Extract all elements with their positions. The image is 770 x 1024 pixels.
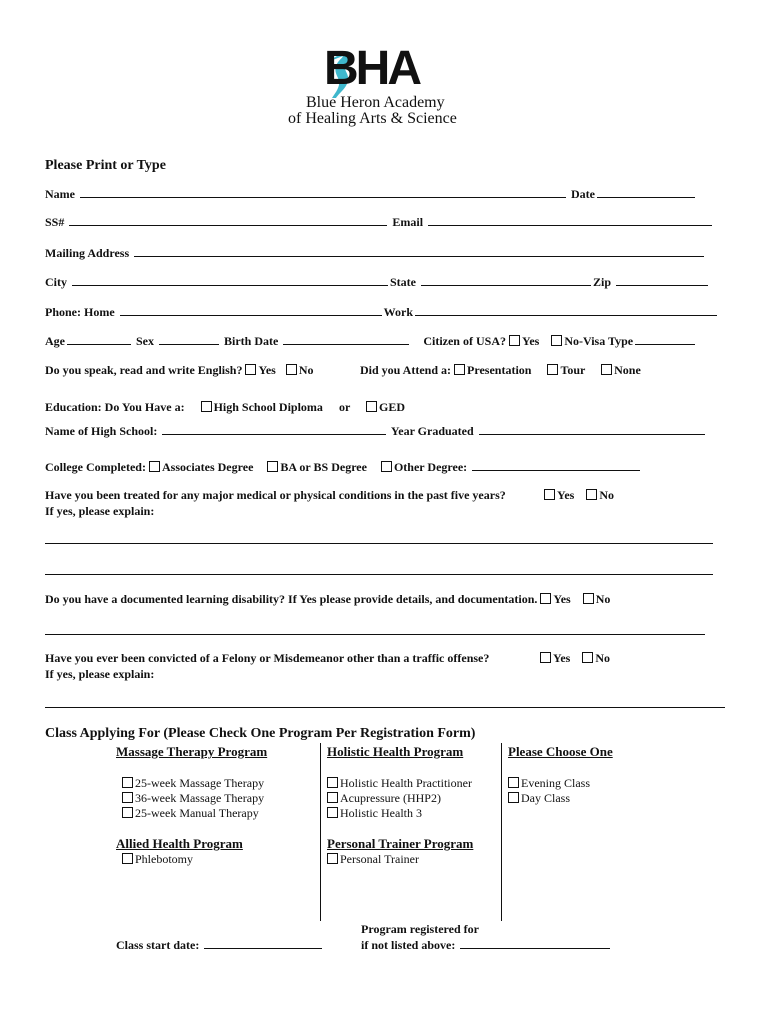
column-divider-2 <box>501 743 502 921</box>
logo-line2: of Healing Arts & Science <box>288 110 457 127</box>
associates-checkbox[interactable] <box>149 461 160 472</box>
name-field[interactable] <box>80 186 566 198</box>
zip-field[interactable] <box>616 274 708 286</box>
medical-no-checkbox[interactable] <box>586 489 597 500</box>
felony-explain-label: If yes, please explain: <box>45 667 155 681</box>
mailing-field[interactable] <box>134 245 704 257</box>
sex-field[interactable] <box>159 333 219 345</box>
none-checkbox[interactable] <box>601 364 612 375</box>
phlebotomy-checkbox[interactable] <box>122 853 133 864</box>
schedule-option[interactable]: Evening Class <box>508 776 590 791</box>
felony-no-checkbox[interactable] <box>582 652 593 663</box>
allied-program-list <box>122 852 193 867</box>
ba-bs-checkbox[interactable] <box>267 461 278 472</box>
personal-row: Age Sex Birth Date Citizen of USA? Yes No-Visa Type <box>45 333 697 349</box>
citizen-yes-checkbox[interactable] <box>509 335 520 346</box>
print-label: Please Print or Type <box>45 158 166 173</box>
visa-type-field[interactable] <box>635 333 695 345</box>
age-field[interactable] <box>67 333 131 345</box>
allied-option[interactable]: Phlebotomy <box>122 852 193 867</box>
logo-line1: Blue Heron Academy <box>306 94 445 111</box>
hhp-checkbox[interactable] <box>327 777 338 788</box>
english-no-checkbox[interactable] <box>286 364 297 375</box>
trainer-program-title: Personal Trainer Program <box>327 836 474 851</box>
tour-checkbox[interactable] <box>547 364 558 375</box>
disability-yes-checkbox[interactable] <box>540 593 551 604</box>
logo-letters: BHA <box>324 42 419 95</box>
massage-option[interactable]: 36-week Massage Therapy <box>122 791 264 806</box>
education-row: Education: Do You Have a: High School Diploma or GED <box>45 400 406 414</box>
year-graduated-field[interactable] <box>479 423 705 435</box>
city-field[interactable] <box>72 274 388 286</box>
presentation-checkbox[interactable] <box>454 364 465 375</box>
manual-therapy-checkbox[interactable] <box>122 807 133 818</box>
ssn-row: SS# Email <box>45 214 714 230</box>
english-yes-checkbox[interactable] <box>245 364 256 375</box>
ged-checkbox[interactable] <box>366 401 377 412</box>
massage-25-checkbox[interactable] <box>122 777 133 788</box>
schedule-option[interactable]: Day Class <box>508 791 590 806</box>
phone-home-field[interactable] <box>120 304 382 316</box>
high-school-field[interactable] <box>162 423 386 435</box>
acupressure-checkbox[interactable] <box>327 792 338 803</box>
felony-question: Have you ever been convicted of a Felony or Misdemeanor other than a traffic offense? <box>45 651 490 665</box>
medical-yes-checkbox[interactable] <box>544 489 555 500</box>
ssn-field[interactable] <box>69 214 387 226</box>
other-degree-checkbox[interactable] <box>381 461 392 472</box>
massage-36-checkbox[interactable] <box>122 792 133 803</box>
disability-line[interactable] <box>45 634 705 635</box>
massage-option[interactable]: 25-week Massage Therapy <box>122 776 264 791</box>
classes-heading: Class Applying For (Please Check One Program Per Registration Form) <box>45 726 476 741</box>
medical-explain-label: If yes, please explain: <box>45 504 155 518</box>
felony-explain-line[interactable] <box>45 707 725 708</box>
high-school-row: Name of High School: Year Graduated <box>45 423 707 439</box>
hs-diploma-checkbox[interactable] <box>201 401 212 412</box>
massage-option[interactable]: 25-week Manual Therapy <box>122 806 264 821</box>
holistic-program-list <box>327 776 472 821</box>
felony-options: Yes No <box>540 651 610 666</box>
schedule-list <box>508 776 590 806</box>
date-field[interactable] <box>597 186 695 198</box>
holistic-option[interactable]: Holistic Health 3 <box>327 806 472 821</box>
felony-yes-checkbox[interactable] <box>540 652 551 663</box>
attend-row: Did you Attend a: Presentation Tour None <box>360 363 641 377</box>
start-date-field[interactable] <box>204 937 322 949</box>
birth-date-field[interactable] <box>283 333 409 345</box>
holistic-3-checkbox[interactable] <box>327 807 338 818</box>
evening-class-checkbox[interactable] <box>508 777 519 788</box>
trainer-program-list <box>327 852 419 867</box>
other-degree-field[interactable] <box>472 459 640 471</box>
email-field[interactable] <box>428 214 712 226</box>
logo <box>288 44 468 134</box>
name-row: Name Date <box>45 186 697 202</box>
personal-trainer-checkbox[interactable] <box>327 853 338 864</box>
holistic-option[interactable]: Holistic Health Practitioner <box>327 776 472 791</box>
city-row: City State Zip <box>45 274 710 290</box>
medical-question: Have you been treated for any major medical or physical conditions in the past five years? <box>45 488 506 502</box>
medical-options: Yes No <box>544 488 614 503</box>
registered-label-1: Program registered for <box>361 922 479 936</box>
day-class-checkbox[interactable] <box>508 792 519 803</box>
massage-program-title: Massage Therapy Program <box>116 744 268 759</box>
medical-explain-line-1[interactable] <box>45 543 713 544</box>
disability-no-checkbox[interactable] <box>583 593 594 604</box>
registered-row: if not listed above: <box>361 937 612 953</box>
allied-program-title: Allied Health Program <box>116 836 243 851</box>
choose-one-title: Please Choose One <box>508 744 613 759</box>
english-row: Do you speak, read and write English? Yes No <box>45 363 314 377</box>
disability-question: Do you have a documented learning disability? If Yes please provide details, and documentation. Yes No <box>45 592 611 606</box>
college-row: College Completed: Associates Degree BA or BS Degree Other Degree: <box>45 459 642 475</box>
trainer-option[interactable]: Personal Trainer <box>327 852 419 867</box>
massage-program-list <box>122 776 264 821</box>
medical-explain-line-2[interactable] <box>45 574 713 575</box>
state-field[interactable] <box>421 274 591 286</box>
holistic-program-title: Holistic Health Program <box>327 744 464 759</box>
mailing-row: Mailing Address <box>45 245 706 261</box>
column-divider-1 <box>320 743 321 921</box>
phone-row: Phone: Home Work <box>45 304 719 320</box>
work-phone-field[interactable] <box>415 304 717 316</box>
citizen-no-checkbox[interactable] <box>551 335 562 346</box>
registered-program-field[interactable] <box>460 937 610 949</box>
start-date-row: Class start date: <box>116 937 324 953</box>
holistic-option[interactable]: Acupressure (HHP2) <box>327 791 472 806</box>
